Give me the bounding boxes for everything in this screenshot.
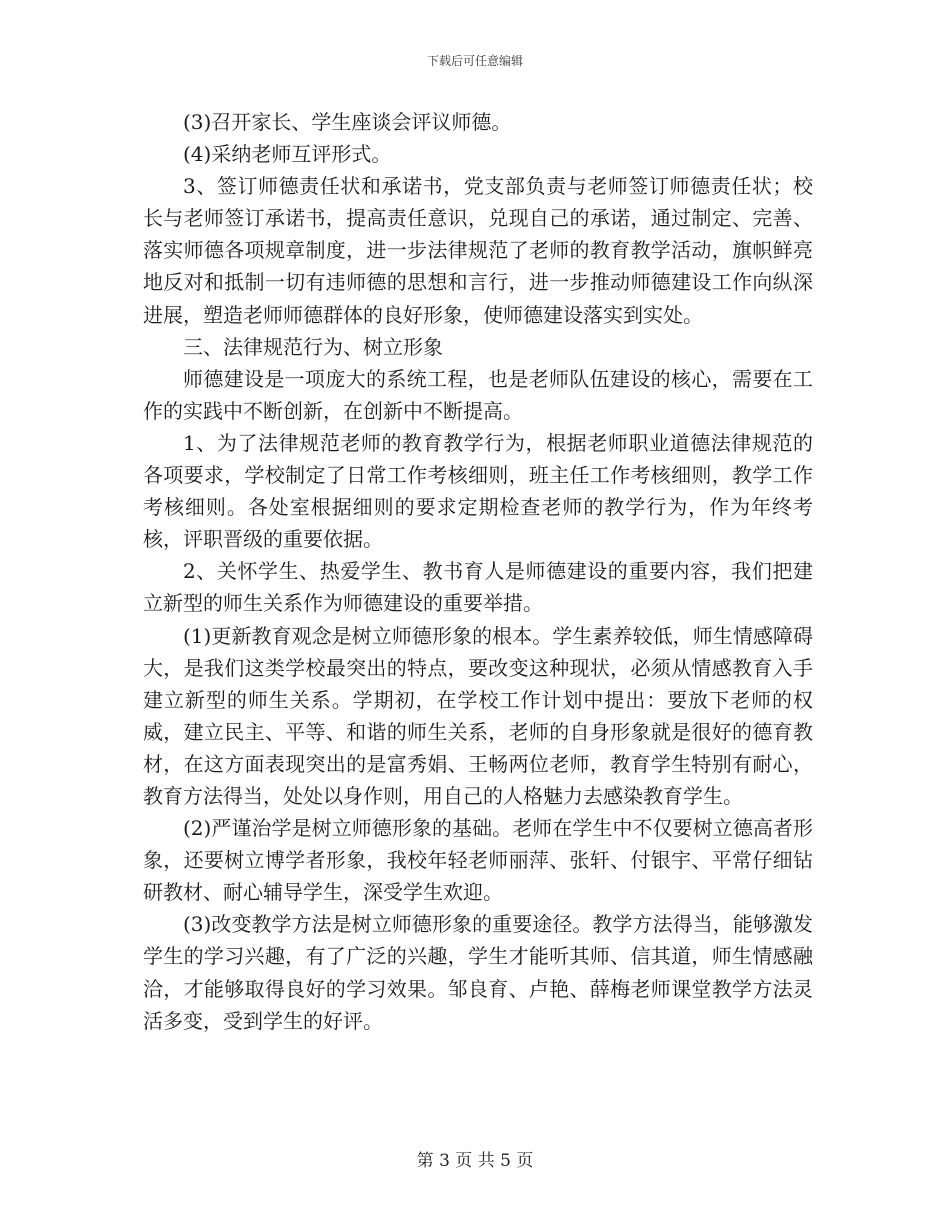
page-header: 下载后可任意编辑: [426, 54, 523, 68]
paragraph-6: 1、为了法律规范老师的教育教学行为，根据老师职业道德法律规范的各项要求，学校制定了日常工作考核细则，班主任工作考核细则，教学工作考核细则。各处室根据细则的要求定期检查老师的教学行为，作为年终考核，评职晋级的重要依据。: [143, 430, 813, 552]
paragraph-8: (1)更新教育观念是树立师德形象的根本。学生素养较低，师生情感障碍大，是我们这类学校最突出的特点，要改变这种现状，必须从情感教育入手建立新型的师生关系。学期初，在学校工作计划中提出：要放下老师的权威，建立民主、平等、和谐的师生关系，老师的自身形象就是很好的德育教材，在这方面表现突出的是富秀娟、王畅两位老师，教育学生特别有耐心，教育方法得当，处处以身作则，用自己的人格魅力去感染教育学生。: [143, 623, 813, 808]
paragraph-3: 3、签订师德责任状和承诺书，党支部负责与老师签订师德责任状；校长与老师签订承诺书，提高责任意识，兑现自己的承诺，通过制定、完善、落实师德各项规章制度，进一步法律规范了老师的教育教学活动，旗帜鲜亮地反对和抵制一切有违师德的思想和言行，进一步推动师德建设工作向纵深进展，塑造老师师德群体的良好形象，使师德建设落实到实处。: [143, 174, 813, 327]
document-body: [143, 106, 813, 1037]
paragraph-1: (3)召开家长、学生座谈会评议师德。: [183, 110, 512, 134]
paragraph-9: (2)严谨治学是树立师德形象的基础。老师在学生中不仅要树立德高者形象，还要树立博学者形象，我校年轻老师丽萍、张轩、付银宇、平常仔细钻研教材、耐心辅导学生，深受学生欢迎。: [143, 816, 813, 905]
paragraph-10: (3)改变教学方法是树立师德形象的重要途径。教学方法得当，能够激发学生的学习兴趣，有了广泛的兴趣，学生才能听其师、信其道，师生情感融洽，才能够取得良好的学习效果。邹良育、卢艳、薛梅老师课堂教学方法灵活多变，受到学生的好评。: [143, 912, 813, 1033]
paragraph-7: 2、关怀学生、热爱学生、教书育人是师德建设的重要内容，我们把建立新型的师生关系作为师德建设的重要举措。: [143, 559, 813, 616]
section-heading: 三、法律规范行为、树立形象: [183, 334, 443, 359]
paragraph-2: (4)采纳老师互评形式。: [183, 142, 392, 167]
paragraph-5: 师德建设是一项庞大的系统工程，也是老师队伍建设的核心，需要在工作的实践中不断创新，在创新中不断提高。: [143, 366, 813, 423]
page-footer: 第 3 页 共 5 页: [416, 1151, 534, 1171]
